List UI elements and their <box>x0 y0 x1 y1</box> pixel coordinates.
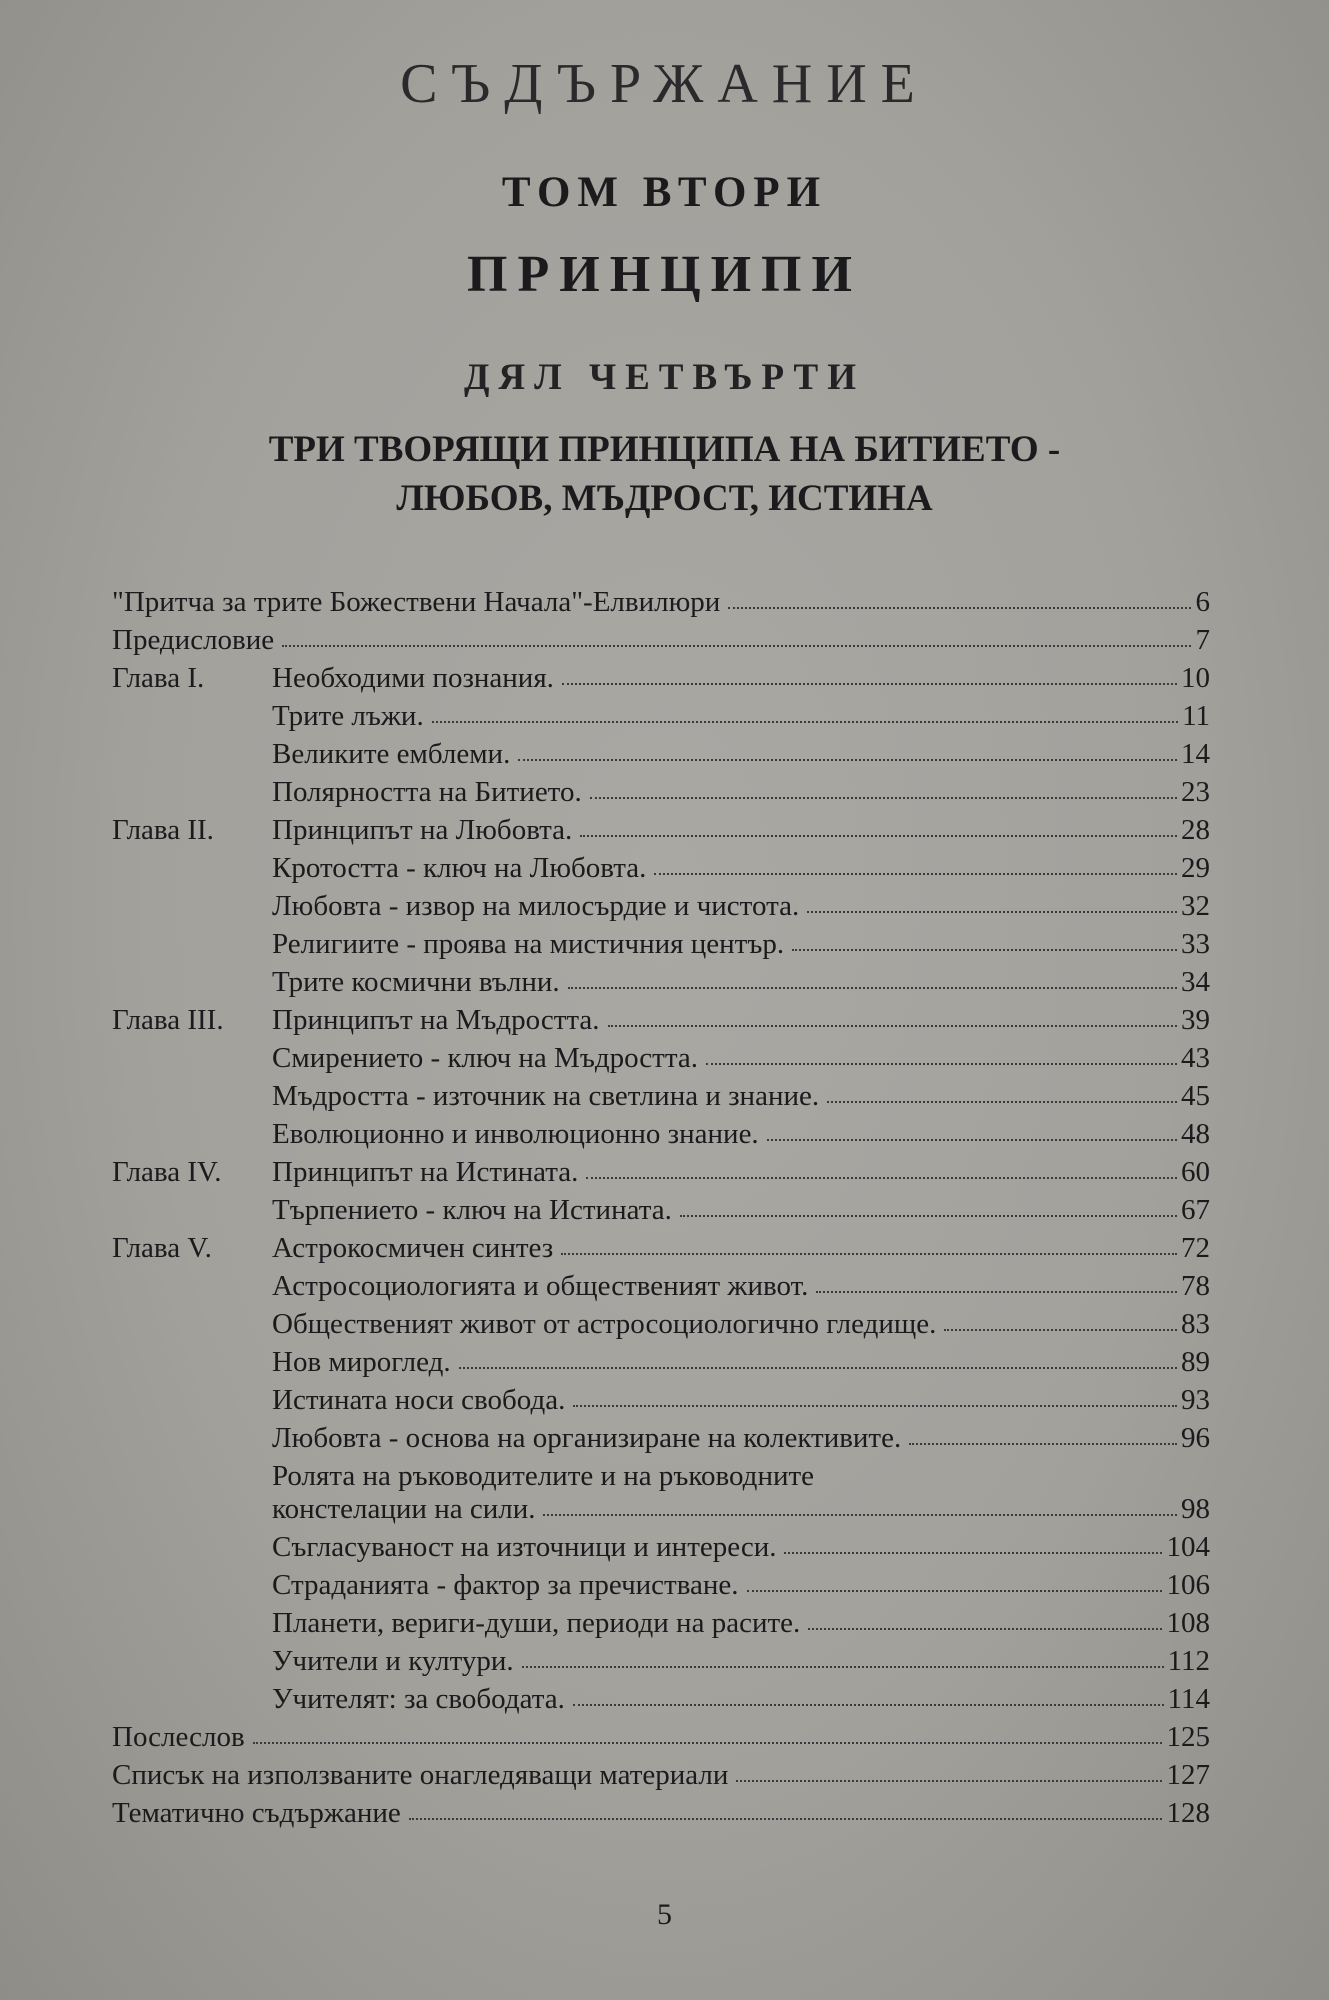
table-of-contents <box>100 583 1210 1832</box>
toc-entry-title: Астрокосмичен синтез <box>272 1232 554 1264</box>
toc-page-number: 48 <box>1181 1118 1210 1150</box>
toc-entry <box>100 1267 1210 1305</box>
toc-entry-title: Планети, вериги-души, периоди на расите. <box>272 1607 801 1639</box>
toc-entry <box>100 735 1210 773</box>
toc-page-number: 104 <box>1166 1531 1210 1563</box>
toc-page-number: 60 <box>1181 1156 1210 1188</box>
toc-page-number: 127 <box>1166 1759 1210 1791</box>
toc-dot-leader <box>573 1405 1177 1407</box>
toc-entry-title: Предисловие <box>112 624 275 656</box>
toc-entry-title: Трите космични вълни. <box>272 966 560 998</box>
toc-entry-title: Еволюционно и инволюционно знание. <box>272 1118 759 1150</box>
toc-page-number: 34 <box>1181 966 1210 998</box>
toc-page-number: 14 <box>1181 738 1210 770</box>
toc-entry-title: Смирението - ключ на Мъдростта. <box>272 1042 698 1074</box>
toc-dot-leader <box>543 1514 1177 1516</box>
toc-entry-title: Мъдростта - източник на светлина и знание. <box>272 1080 820 1112</box>
toc-entry-title: Общественият живот от астросоциологично гледище. <box>272 1308 937 1340</box>
toc-page-number: 106 <box>1166 1569 1210 1601</box>
toc-entry-title: Трите лъжи. <box>272 700 424 732</box>
toc-entry <box>100 1566 1210 1604</box>
toc-dot-leader <box>654 873 1177 875</box>
toc-entry-title: констелации на сили. <box>272 1493 536 1525</box>
toc-chapter-label: Глава III. <box>112 1004 224 1036</box>
toc-page-number: 11 <box>1182 700 1210 732</box>
toc-entry-title: Учители и култури. <box>272 1645 514 1677</box>
toc-entry-title: Послеслов <box>112 1721 245 1753</box>
toc-dot-leader <box>590 797 1177 799</box>
toc-chapter-label: Глава V. <box>112 1232 212 1264</box>
toc-entry-title: Съгласуваност на източници и интереси. <box>272 1531 777 1563</box>
toc-dot-leader <box>909 1443 1177 1445</box>
toc-dot-leader <box>792 949 1177 951</box>
toc-page-number: 78 <box>1181 1270 1210 1302</box>
toc-dot-leader <box>518 759 1177 761</box>
toc-page-number: 39 <box>1181 1004 1210 1036</box>
toc-page-number: 89 <box>1181 1346 1210 1378</box>
toc-entry-title: Ролята на ръководителите и на ръководните <box>272 1460 815 1492</box>
toc-dot-leader <box>459 1367 1177 1369</box>
toc-entry-title: Необходими познания. <box>272 662 554 694</box>
toc-dot-leader <box>816 1291 1177 1293</box>
toc-dot-leader <box>432 721 1178 723</box>
toc-page-number: 67 <box>1181 1194 1210 1226</box>
page-title: СЪДЪРЖАНИЕ <box>400 53 929 115</box>
toc-entry-title: Принципът на Мъдростта. <box>272 1004 600 1036</box>
toc-entry-title: "Притча за трите Божествени Начала"-Елвилюри <box>112 586 721 618</box>
toc-page-number: 72 <box>1181 1232 1210 1264</box>
toc-entry-title: Принципът на Истината. <box>272 1156 579 1188</box>
toc-dot-leader <box>784 1552 1162 1554</box>
toc-entry <box>100 1039 1210 1077</box>
toc-entry <box>100 925 1210 963</box>
toc-page-number: 28 <box>1181 814 1210 846</box>
volume-name: ПРИНЦИПИ <box>467 246 862 303</box>
toc-dot-leader <box>706 1063 1177 1065</box>
part-title-line-1: ТРИ ТВОРЯЩИ ПРИНЦИПА НА БИТИЕТО - <box>268 429 1061 470</box>
toc-page-number: 112 <box>1167 1645 1210 1677</box>
toc-page-number: 23 <box>1181 776 1210 808</box>
toc-page-number: 7 <box>1195 624 1210 656</box>
toc-entry <box>100 659 1210 697</box>
toc-entry-title: Принципът на Любовта. <box>272 814 573 846</box>
toc-dot-leader <box>808 1628 1162 1630</box>
toc-page-number: 6 <box>1195 586 1210 618</box>
toc-entry <box>100 773 1210 811</box>
toc-dot-leader <box>580 835 1177 837</box>
toc-entry-title: Великите емблеми. <box>272 738 511 770</box>
part-heading: ДЯЛ ЧЕТВЪРТИ <box>463 357 866 398</box>
toc-dot-leader <box>522 1666 1164 1668</box>
toc-dot-leader <box>728 607 1191 609</box>
toc-entry <box>100 1229 1210 1267</box>
toc-entry-title: Истината носи свобода. <box>272 1384 566 1416</box>
toc-dot-leader <box>568 987 1177 989</box>
toc-entry <box>100 849 1210 887</box>
toc-page-number: 114 <box>1167 1683 1210 1715</box>
toc-entry <box>100 1153 1210 1191</box>
toc-entry <box>100 1305 1210 1343</box>
toc-dot-leader <box>608 1025 1177 1027</box>
toc-chapter-label: Глава I. <box>112 662 205 694</box>
toc-dot-leader <box>736 1780 1162 1782</box>
toc-entry <box>100 1756 1210 1794</box>
toc-entry <box>100 1642 1210 1680</box>
toc-page-number: 33 <box>1181 928 1210 960</box>
toc-entry <box>100 1604 1210 1642</box>
toc-entry <box>100 1528 1210 1566</box>
toc-page-number: 10 <box>1181 662 1210 694</box>
toc-page-number: 96 <box>1181 1422 1210 1454</box>
toc-page-number: 29 <box>1181 852 1210 884</box>
toc-entry-title: Списък на използваните онагледяващи материали <box>112 1759 729 1791</box>
toc-dot-leader <box>562 683 1177 685</box>
toc-dot-leader <box>253 1742 1162 1744</box>
toc-dot-leader <box>680 1215 1177 1217</box>
toc-dot-leader <box>573 1704 1164 1706</box>
toc-chapter-label: Глава II. <box>112 814 214 846</box>
toc-page-number: 93 <box>1181 1384 1210 1416</box>
toc-page-number: 128 <box>1166 1797 1210 1829</box>
toc-entry <box>100 1718 1210 1756</box>
toc-page-number: 83 <box>1181 1308 1210 1340</box>
toc-dot-leader <box>747 1590 1162 1592</box>
toc-entry <box>100 1457 1210 1490</box>
toc-entry-title: Любовта - основа на организиране на колективите. <box>272 1422 902 1454</box>
toc-entry <box>100 697 1210 735</box>
toc-entry <box>100 583 1210 621</box>
toc-entry <box>100 1077 1210 1115</box>
toc-entry <box>100 621 1210 659</box>
part-title-line-2: ЛЮБОВ, МЪДРОСТ, ИСТИНА <box>396 478 933 519</box>
toc-entry-title: Тематично съдържание <box>112 1797 401 1829</box>
toc-entry <box>100 1001 1210 1039</box>
toc-dot-leader <box>586 1177 1177 1179</box>
toc-entry-title: Полярността на Битието. <box>272 776 582 808</box>
toc-entry <box>100 1419 1210 1457</box>
toc-dot-leader <box>282 645 1191 647</box>
page-number: 5 <box>657 1898 672 1931</box>
toc-page-number: 125 <box>1166 1721 1210 1753</box>
toc-page-number: 98 <box>1181 1493 1210 1525</box>
toc-page-number: 43 <box>1181 1042 1210 1074</box>
toc-dot-leader <box>561 1253 1177 1255</box>
toc-dot-leader <box>944 1329 1177 1331</box>
toc-entry-title: Учителят: за свободата. <box>272 1683 565 1715</box>
toc-dot-leader <box>807 911 1177 913</box>
toc-entry <box>100 963 1210 1001</box>
toc-entry <box>100 1794 1210 1832</box>
toc-dot-leader <box>767 1139 1177 1141</box>
toc-entry-title: Нов мироглед. <box>272 1346 451 1378</box>
toc-chapter-label: Глава IV. <box>112 1156 222 1188</box>
toc-entry <box>100 1343 1210 1381</box>
toc-entry <box>100 811 1210 849</box>
toc-entry-title: Страданията - фактор за пречистване. <box>272 1569 739 1601</box>
volume-heading: ТОМ ВТОРИ <box>501 169 828 216</box>
toc-entry <box>100 1115 1210 1153</box>
toc-page-number: 108 <box>1166 1607 1210 1639</box>
toc-page-number: 32 <box>1181 890 1210 922</box>
toc-entry-title: Кротостта - ключ на Любовта. <box>272 852 647 884</box>
toc-dot-leader <box>409 1818 1162 1820</box>
toc-entry-title: Любовта - извор на милосърдие и чистота. <box>272 890 800 922</box>
toc-entry <box>100 1490 1210 1528</box>
toc-page-number: 45 <box>1181 1080 1210 1112</box>
toc-entry <box>100 1680 1210 1718</box>
toc-entry-title: Търпението - ключ на Истината. <box>272 1194 672 1226</box>
toc-entry-title: Астросоциологията и общественият живот. <box>272 1270 809 1302</box>
toc-entry <box>100 1381 1210 1419</box>
toc-entry-title: Религиите - проява на мистичния център. <box>272 928 785 960</box>
toc-entry <box>100 887 1210 925</box>
toc-dot-leader <box>827 1101 1177 1103</box>
toc-entry <box>100 1191 1210 1229</box>
